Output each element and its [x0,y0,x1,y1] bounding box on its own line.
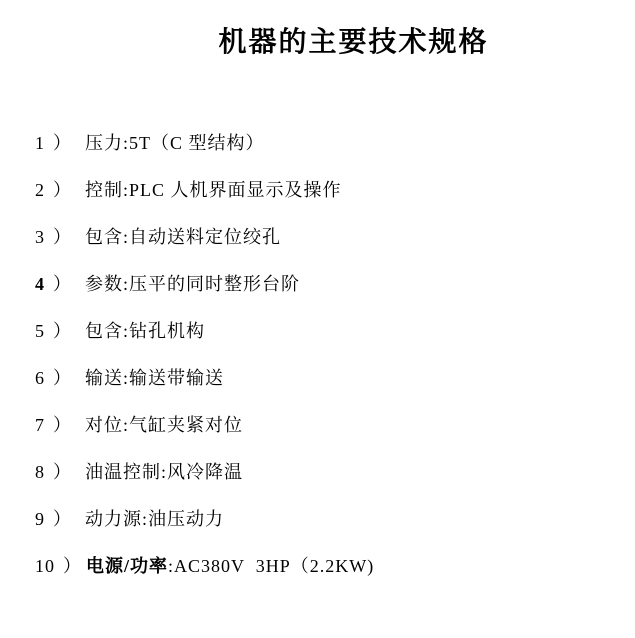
page-title: 机器的主要技术规格 [218,27,489,58]
item-value: 5T（C 型结构） [129,133,265,153]
item-digit: 4 [35,274,45,294]
item-paren: ） [53,227,72,247]
item-digit: 7 [35,415,45,435]
item-number [35,274,81,294]
item-number [35,509,81,529]
item-label: 输送 [85,368,123,388]
item-paren: ） [53,133,72,153]
item-value: 压平的同时整形台阶 [129,274,301,294]
item-colon: : [123,180,130,200]
item-value: 油压动力 [148,509,225,529]
spec-item-4 [35,274,635,294]
item-number [35,462,81,482]
spec-item-9 [35,509,635,529]
item-paren: ） [53,509,72,529]
item-colon: : [123,133,130,153]
item-digit: 5 [35,321,45,341]
item-paren: ） [53,274,72,294]
item-value: 气缸夹紧对位 [129,415,244,435]
item-paren: ） [53,180,72,200]
item-label: 油温控制 [85,462,161,482]
item-number [35,415,81,435]
item-number [35,556,82,576]
item-digit: 3 [35,227,45,247]
item-colon: : [123,321,130,341]
item-label: 对位 [85,415,123,435]
item-digit: 2 [35,180,45,200]
item-value: PLC 人机界面显示及操作 [129,180,342,200]
item-colon: : [161,462,168,482]
spec-item-2 [35,180,635,200]
item-number [35,227,81,247]
item-colon: : [123,227,130,247]
item-colon: : [123,415,130,435]
item-value: 自动送料定位绞孔 [129,227,282,247]
item-paren: ） [53,415,72,435]
document-page [0,25,635,638]
item-colon: : [168,556,175,576]
item-value: AC380V 3HP（2.2KW) [174,556,375,576]
spec-list [0,133,635,576]
item-digit: 10 [35,556,55,576]
item-digit: 1 [35,133,45,153]
item-value: 风冷降温 [167,462,244,482]
item-paren: ） [53,462,72,482]
item-digit: 9 [35,509,45,529]
spec-item-5 [35,321,635,341]
item-value: 钻孔机构 [129,321,206,341]
item-label: 包含 [85,321,123,341]
spec-item-3 [35,227,635,247]
item-number [35,180,81,200]
item-label: 控制 [85,180,123,200]
item-number [35,368,81,388]
spec-item-7 [35,415,635,435]
item-paren: ） [63,556,82,576]
item-paren: ） [53,368,72,388]
item-label: 参数 [85,274,123,294]
spec-item-1 [35,133,635,153]
item-number [35,321,81,341]
spec-item-10 [35,556,635,576]
item-colon: : [123,368,130,388]
item-value: 输送带输送 [129,368,225,388]
spec-item-6 [35,368,635,388]
item-digit: 8 [35,462,45,482]
item-digit: 6 [35,368,45,388]
item-label: 电源/功率 [86,556,169,576]
item-label: 压力 [85,133,123,153]
item-paren: ） [53,321,72,341]
item-colon: : [123,274,130,294]
item-number [35,133,81,153]
spec-item-8 [35,462,635,482]
item-label: 动力源 [85,509,142,529]
item-colon: : [142,509,149,529]
item-label: 包含 [85,227,123,247]
